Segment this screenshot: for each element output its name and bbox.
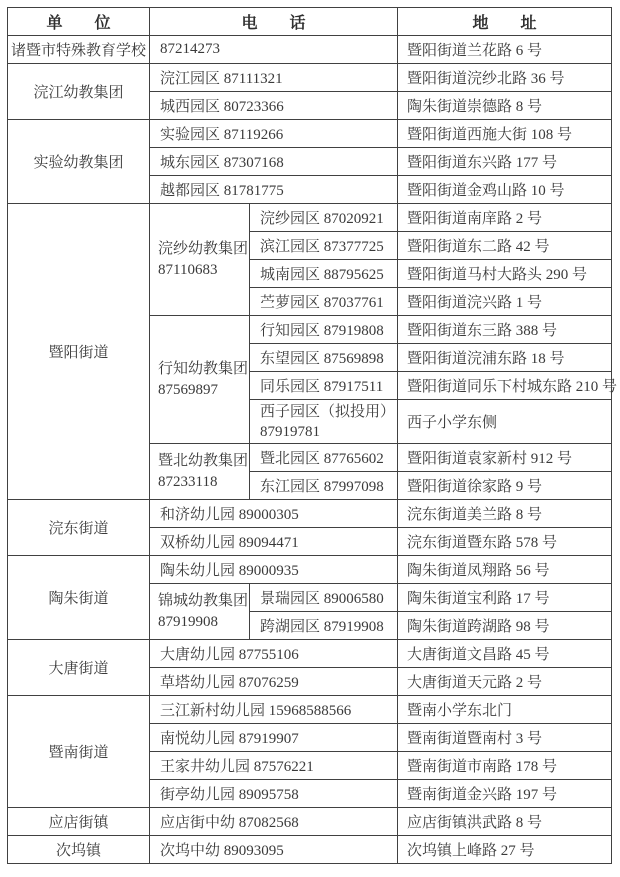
table-row [8, 500, 612, 528]
address-cell: 暨阳街道徐家路 9 号 [398, 472, 612, 500]
campus-cell: 暨北园区 87765602 [250, 444, 398, 472]
address-cell: 大唐街道天元路 2 号 [398, 668, 612, 696]
group-phone: 87233118 [158, 473, 218, 490]
table-row [8, 64, 612, 92]
table-row [8, 120, 612, 148]
unit-cell: 大唐街道 [8, 640, 150, 696]
group-phone: 87569897 [158, 381, 218, 398]
address-cell: 浣东街道暨东路 578 号 [398, 528, 612, 556]
phone-cell: 街亭幼儿园 89095758 [150, 780, 398, 808]
address-cell: 暨阳街道浣兴路 1 号 [398, 288, 612, 316]
group-phone: 87110683 [158, 261, 218, 278]
header-phone: 电 话 [150, 8, 398, 36]
phone-cell: 和济幼儿园 89000305 [150, 500, 398, 528]
address-cell: 暨阳街道东三路 388 号 [398, 316, 612, 344]
address-cell: 暨阳街道兰花路 6 号 [398, 36, 612, 64]
address-cell: 暨阳街道同乐下村城东路 210 号 [398, 372, 612, 400]
address-cell: 大唐街道文昌路 45 号 [398, 640, 612, 668]
address-cell: 陶朱街道宝利路 17 号 [398, 584, 612, 612]
group-cell [150, 584, 250, 640]
address-cell: 陶朱街道跨湖路 98 号 [398, 612, 612, 640]
address-cell: 浣东街道美兰路 8 号 [398, 500, 612, 528]
campus-cell: 苎萝园区 87037761 [250, 288, 398, 316]
campus-cell: 浣纱园区 87020921 [250, 204, 398, 232]
group-cell [150, 204, 250, 316]
address-cell: 暨阳街道东二路 42 号 [398, 232, 612, 260]
table-row [8, 36, 612, 64]
address-cell: 陶朱街道崇德路 8 号 [398, 92, 612, 120]
group-name: 暨北幼教集团 [158, 452, 249, 469]
address-cell: 暨阳街道金鸡山路 10 号 [398, 176, 612, 204]
address-cell: 暨阳街道南庠路 2 号 [398, 204, 612, 232]
phone-cell: 应店街中幼 87082568 [150, 808, 398, 836]
phone-cell: 城东园区 87307168 [150, 148, 398, 176]
table-row [8, 204, 612, 232]
header-row [8, 8, 612, 36]
unit-cell: 次坞镇 [8, 836, 150, 864]
unit-cell: 暨南街道 [8, 696, 150, 808]
header-address: 地 址 [398, 8, 612, 36]
address-cell: 应店街镇洪武路 8 号 [398, 808, 612, 836]
phone-cell: 大唐幼儿园 87755106 [150, 640, 398, 668]
phone-cell: 87214273 [150, 36, 398, 64]
campus-phone: 87919781 [260, 423, 320, 440]
address-cell: 暨阳街道西施大街 108 号 [398, 120, 612, 148]
address-cell: 暨南街道金兴路 197 号 [398, 780, 612, 808]
campus-name: 西子园区（拟投用） [260, 403, 396, 420]
header-unit: 单 位 [8, 8, 150, 36]
table-row [8, 556, 612, 584]
phone-cell: 双桥幼儿园 89094471 [150, 528, 398, 556]
group-name: 行知幼教集团 [158, 360, 249, 377]
campus-cell: 滨江园区 87377725 [250, 232, 398, 260]
group-cell [150, 444, 250, 500]
table-row [8, 640, 612, 668]
phone-cell: 城西园区 80723366 [150, 92, 398, 120]
group-name: 锦城幼教集团 [158, 592, 249, 609]
campus-cell [250, 400, 398, 444]
campus-cell: 跨湖园区 87919908 [250, 612, 398, 640]
address-cell: 暨阳街道马村大路头 290 号 [398, 260, 612, 288]
unit-cell: 实验幼教集团 [8, 120, 150, 204]
address-cell: 暨阳街道袁家新村 912 号 [398, 444, 612, 472]
campus-cell: 行知园区 87919808 [250, 316, 398, 344]
unit-cell: 暨阳街道 [8, 204, 150, 500]
campus-cell: 景瑞园区 89006580 [250, 584, 398, 612]
address-cell: 暨南街道市南路 178 号 [398, 752, 612, 780]
campus-cell: 同乐园区 87917511 [250, 372, 398, 400]
unit-cell: 陶朱街道 [8, 556, 150, 640]
phone-cell: 次坞中幼 89093095 [150, 836, 398, 864]
phone-cell: 南悦幼儿园 87919907 [150, 724, 398, 752]
unit-cell: 浣东街道 [8, 500, 150, 556]
table-row [8, 696, 612, 724]
campus-cell: 东江园区 87997098 [250, 472, 398, 500]
table-row [8, 836, 612, 864]
address-cell: 暨南街道暨南村 3 号 [398, 724, 612, 752]
unit-cell: 诸暨市特殊教育学校 [8, 36, 150, 64]
phone-cell: 王家井幼儿园 87576221 [150, 752, 398, 780]
phone-cell: 越都园区 81781775 [150, 176, 398, 204]
address-cell: 陶朱街道凤翔路 56 号 [398, 556, 612, 584]
address-cell: 暨南小学东北门 [398, 696, 612, 724]
group-name: 浣纱幼教集团 [158, 240, 249, 257]
address-cell: 次坞镇上峰路 27 号 [398, 836, 612, 864]
address-cell: 暨阳街道东兴路 177 号 [398, 148, 612, 176]
phone-cell: 三江新村幼儿园 15968588566 [150, 696, 398, 724]
address-cell: 暨阳街道浣浦东路 18 号 [398, 344, 612, 372]
group-cell [150, 316, 250, 444]
phone-cell: 草塔幼儿园 87076259 [150, 668, 398, 696]
campus-cell: 城南园区 88795625 [250, 260, 398, 288]
phone-cell: 陶朱幼儿园 89000935 [150, 556, 398, 584]
unit-cell: 浣江幼教集团 [8, 64, 150, 120]
contact-table [7, 7, 618, 864]
group-phone: 87919908 [158, 613, 218, 630]
address-cell: 暨阳街道浣纱北路 36 号 [398, 64, 612, 92]
unit-cell: 应店街镇 [8, 808, 150, 836]
address-cell: 西子小学东侧 [398, 400, 612, 444]
phone-cell: 浣江园区 87111321 [150, 64, 398, 92]
phone-cell: 实验园区 87119266 [150, 120, 398, 148]
table-row [8, 808, 612, 836]
campus-cell: 东望园区 87569898 [250, 344, 398, 372]
